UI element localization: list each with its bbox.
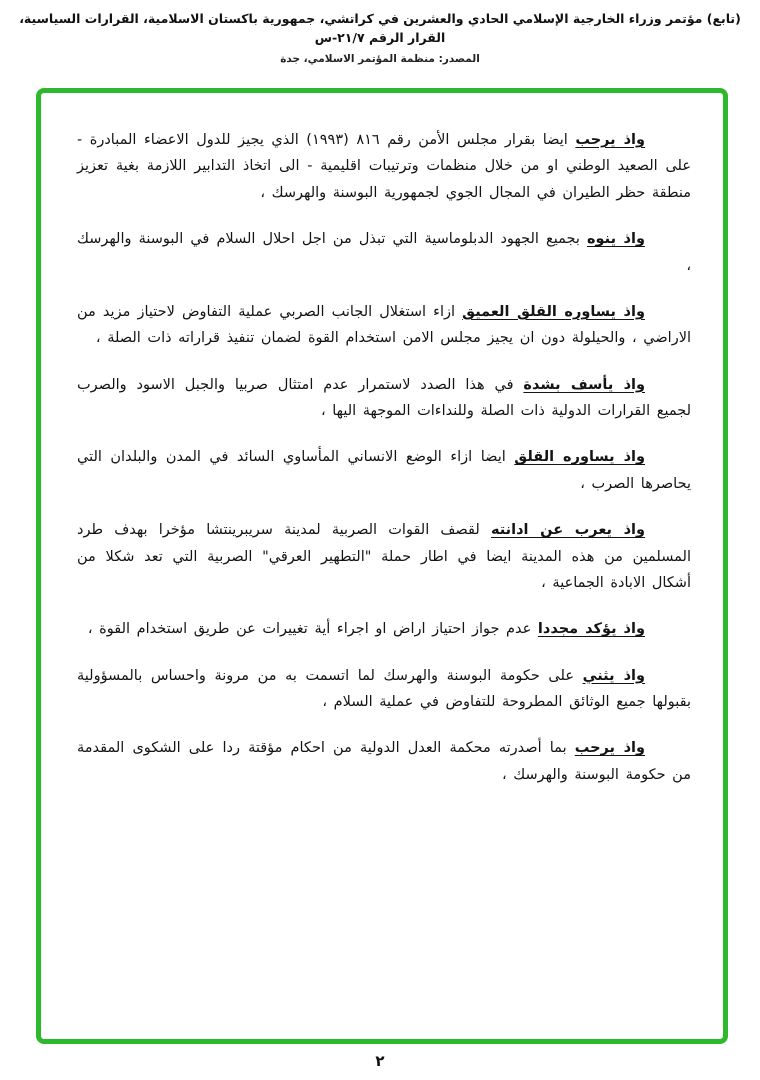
paragraph-lead: واذ ينوه xyxy=(587,231,645,248)
paragraph-lead: واذ يثني xyxy=(582,667,645,684)
paragraph xyxy=(77,299,691,352)
paragraph-text: لقصف القوات الصربية لمدينة سريبرينتشا مؤخرا بهدف طرد المسلمين من هذه المدينة ايضا في اطار حملة "التطهير العرقي" الصربية التي تعد شكلا من أشكال الابادة الجماعية ، xyxy=(77,522,691,591)
document-body xyxy=(41,93,723,1039)
paragraph xyxy=(77,444,691,497)
header-title: (تابع) مؤتمر وزراء الخارجية الإسلامي الحادي والعشرين في كراتشي، جمهورية باكستان الاسلامية، القرارات السياسية، القرار الرقم ٢١/٧-س xyxy=(19,11,741,45)
paragraph-lead: واذ يرحب xyxy=(574,740,645,757)
paragraph-text: ايضا ازاء الوضع الانساني المأساوي السائد في المدن والبلدان التي يحاصرها الصرب ، xyxy=(77,449,691,492)
content-border-box xyxy=(36,88,728,1044)
paragraph-text: بجميع الجهود الدبلوماسية التي تبذل من اجل احلال السلام في البوسنة والهرسك ، xyxy=(77,231,691,274)
paragraph-lead: واذ يساوره القلق العميق xyxy=(462,303,645,320)
page-number: ٢ xyxy=(375,1052,385,1070)
header-source: المصدر: منظمة المؤتمر الاسلامي، جدة xyxy=(280,52,480,65)
paragraph xyxy=(77,616,691,642)
paragraph-text: ازاء استغلال الجانب الصربي عملية التفاوض لاحتياز مزيد من الاراضي ، والحيلولة دون ان يجيز مجلس الامن استخدام القوة لضمان تنفيذ قراراته ذات الصلة ، xyxy=(77,303,691,347)
paragraph-lead: واذ يرحب xyxy=(575,132,645,148)
paragraph xyxy=(77,517,691,596)
paragraph xyxy=(77,735,691,788)
paragraph-text: عدم جواز احتياز اراض او اجراء أية تغييرات عن طريق استخدام القوة ، xyxy=(87,621,538,638)
paragraph xyxy=(77,663,691,716)
paragraph xyxy=(77,127,691,206)
paragraph xyxy=(77,226,691,279)
paragraph-text: في هذا الصدد لاستمرار عدم امتثال صربيا والجبل الاسود والصرب لجميع القرارات الدولية ذات الصلة وللنداءات الموجهة اليها ، xyxy=(77,376,691,419)
paragraph-lead: واذ يأسف بشدة xyxy=(523,376,645,393)
paragraph-text: بما أصدرته محكمة العدل الدولية من احكام مؤقتة ردا على الشكوى المقدمة من حكومة البوسنة والهرسك ، xyxy=(77,740,691,783)
paragraph-lead: واذ يعرب عن ادانته xyxy=(490,522,646,539)
paragraph-text: ايضا بقرار مجلس الأمن رقم ٨١٦ (١٩٩٣) الذي يجيز للدول الاعضاء المبادرة - على الصعيد الوطني او من خلال منظمات وترتيبات اقليمية - الى اتخاذ التدابير اللازمة بغية تعزيز منطقة حظر الطيران في المجال الجوي لجمهورية البوسنة والهرسك ، xyxy=(77,132,691,201)
paragraph xyxy=(77,372,691,425)
paragraph-lead: واذ يساوره القلق xyxy=(514,449,645,466)
paragraph-text: على حكومة البوسنة والهرسك لما اتسمت به من مرونة واحساس بالمسؤولية بقبولها جميع الوثائق المطروحة للتفاوض في عملية السلام ، xyxy=(77,667,691,710)
document-header xyxy=(10,10,750,65)
paragraph-lead: واذ يؤكد مجددا xyxy=(537,621,645,638)
